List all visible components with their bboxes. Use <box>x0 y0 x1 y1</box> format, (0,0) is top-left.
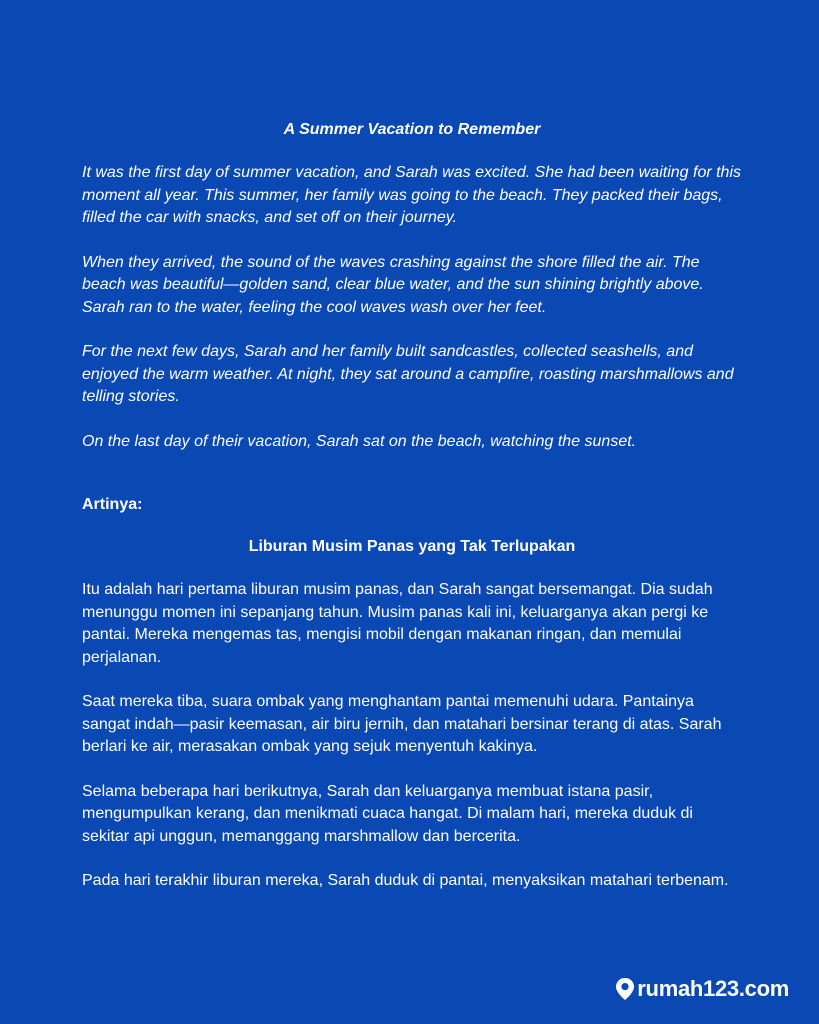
brand-logo <box>615 976 789 1002</box>
indonesian-paragraph-3: Selama beberapa hari berikutnya, Sarah dan keluarganya membuat istana pasir, mengumpulkan kerang, dan menikmati cuaca hangat. Di malam hari, mereka duduk di sekitar api unggun, memanggang marshmallow dan bercerita. <box>82 782 693 845</box>
english-paragraph-4: On the last day of their vacation, Sarah sat on the beach, watching the sunset. <box>82 432 637 450</box>
indonesian-paragraph-2: Saat mereka tiba, suara ombak yang menghantam pantai memenuhi udara. Pantainya sangat indah—pasir keemasan, air biru jernih, dan matahari bersinar terang di atas. Sarah berlari ke air, merasakan ombak yang sejuk menyentuh kakinya. <box>82 693 722 755</box>
english-paragraph-2: When they arrived, the sound of the waves crashing against the shore filled the air. The beach was beautiful—golden sand, clear blue water, and the sun shining brightly above. Sarah ran to the water, feeling the cool waves wash over her feet. <box>82 253 704 316</box>
english-paragraph-1: It was the first day of summer vacation, and Sarah was excited. She had been waiting for this moment all year. This summer, her family was going to the beach. They packed their bags, filled the car with snacks, and set off on their journey. <box>82 164 742 226</box>
english-title: A Summer Vacation to Remember <box>283 121 541 138</box>
map-pin-icon <box>615 977 635 1001</box>
english-paragraph-3: For the next few days, Sarah and her family built sandcastles, collected seashells, and enjoyed the warm weather. At night, they sat around a campfire, roasting marshmallows and telling stories. <box>82 343 734 405</box>
indonesian-paragraph-1: Itu adalah hari pertama liburan musim panas, dan Sarah sangat bersemangat. Dia sudah menunggu momen ini sepanjang tahun. Musim panas kali ini, keluarganya akan pergi ke pantai. Mereka mengemas tas, mengisi mobil dengan makanan ringan, dan memulai perjalanan. <box>82 581 713 666</box>
story-document <box>82 118 742 915</box>
logo-text: rumah123.com <box>637 976 789 1001</box>
indonesian-title: Liburan Musim Panas yang Tak Terlupakan <box>248 538 576 555</box>
translation-label: Artinya: <box>82 496 143 513</box>
indonesian-paragraph-4: Pada hari terakhir liburan mereka, Sarah duduk di pantai, menyaksikan matahari terbenam. <box>82 872 729 889</box>
